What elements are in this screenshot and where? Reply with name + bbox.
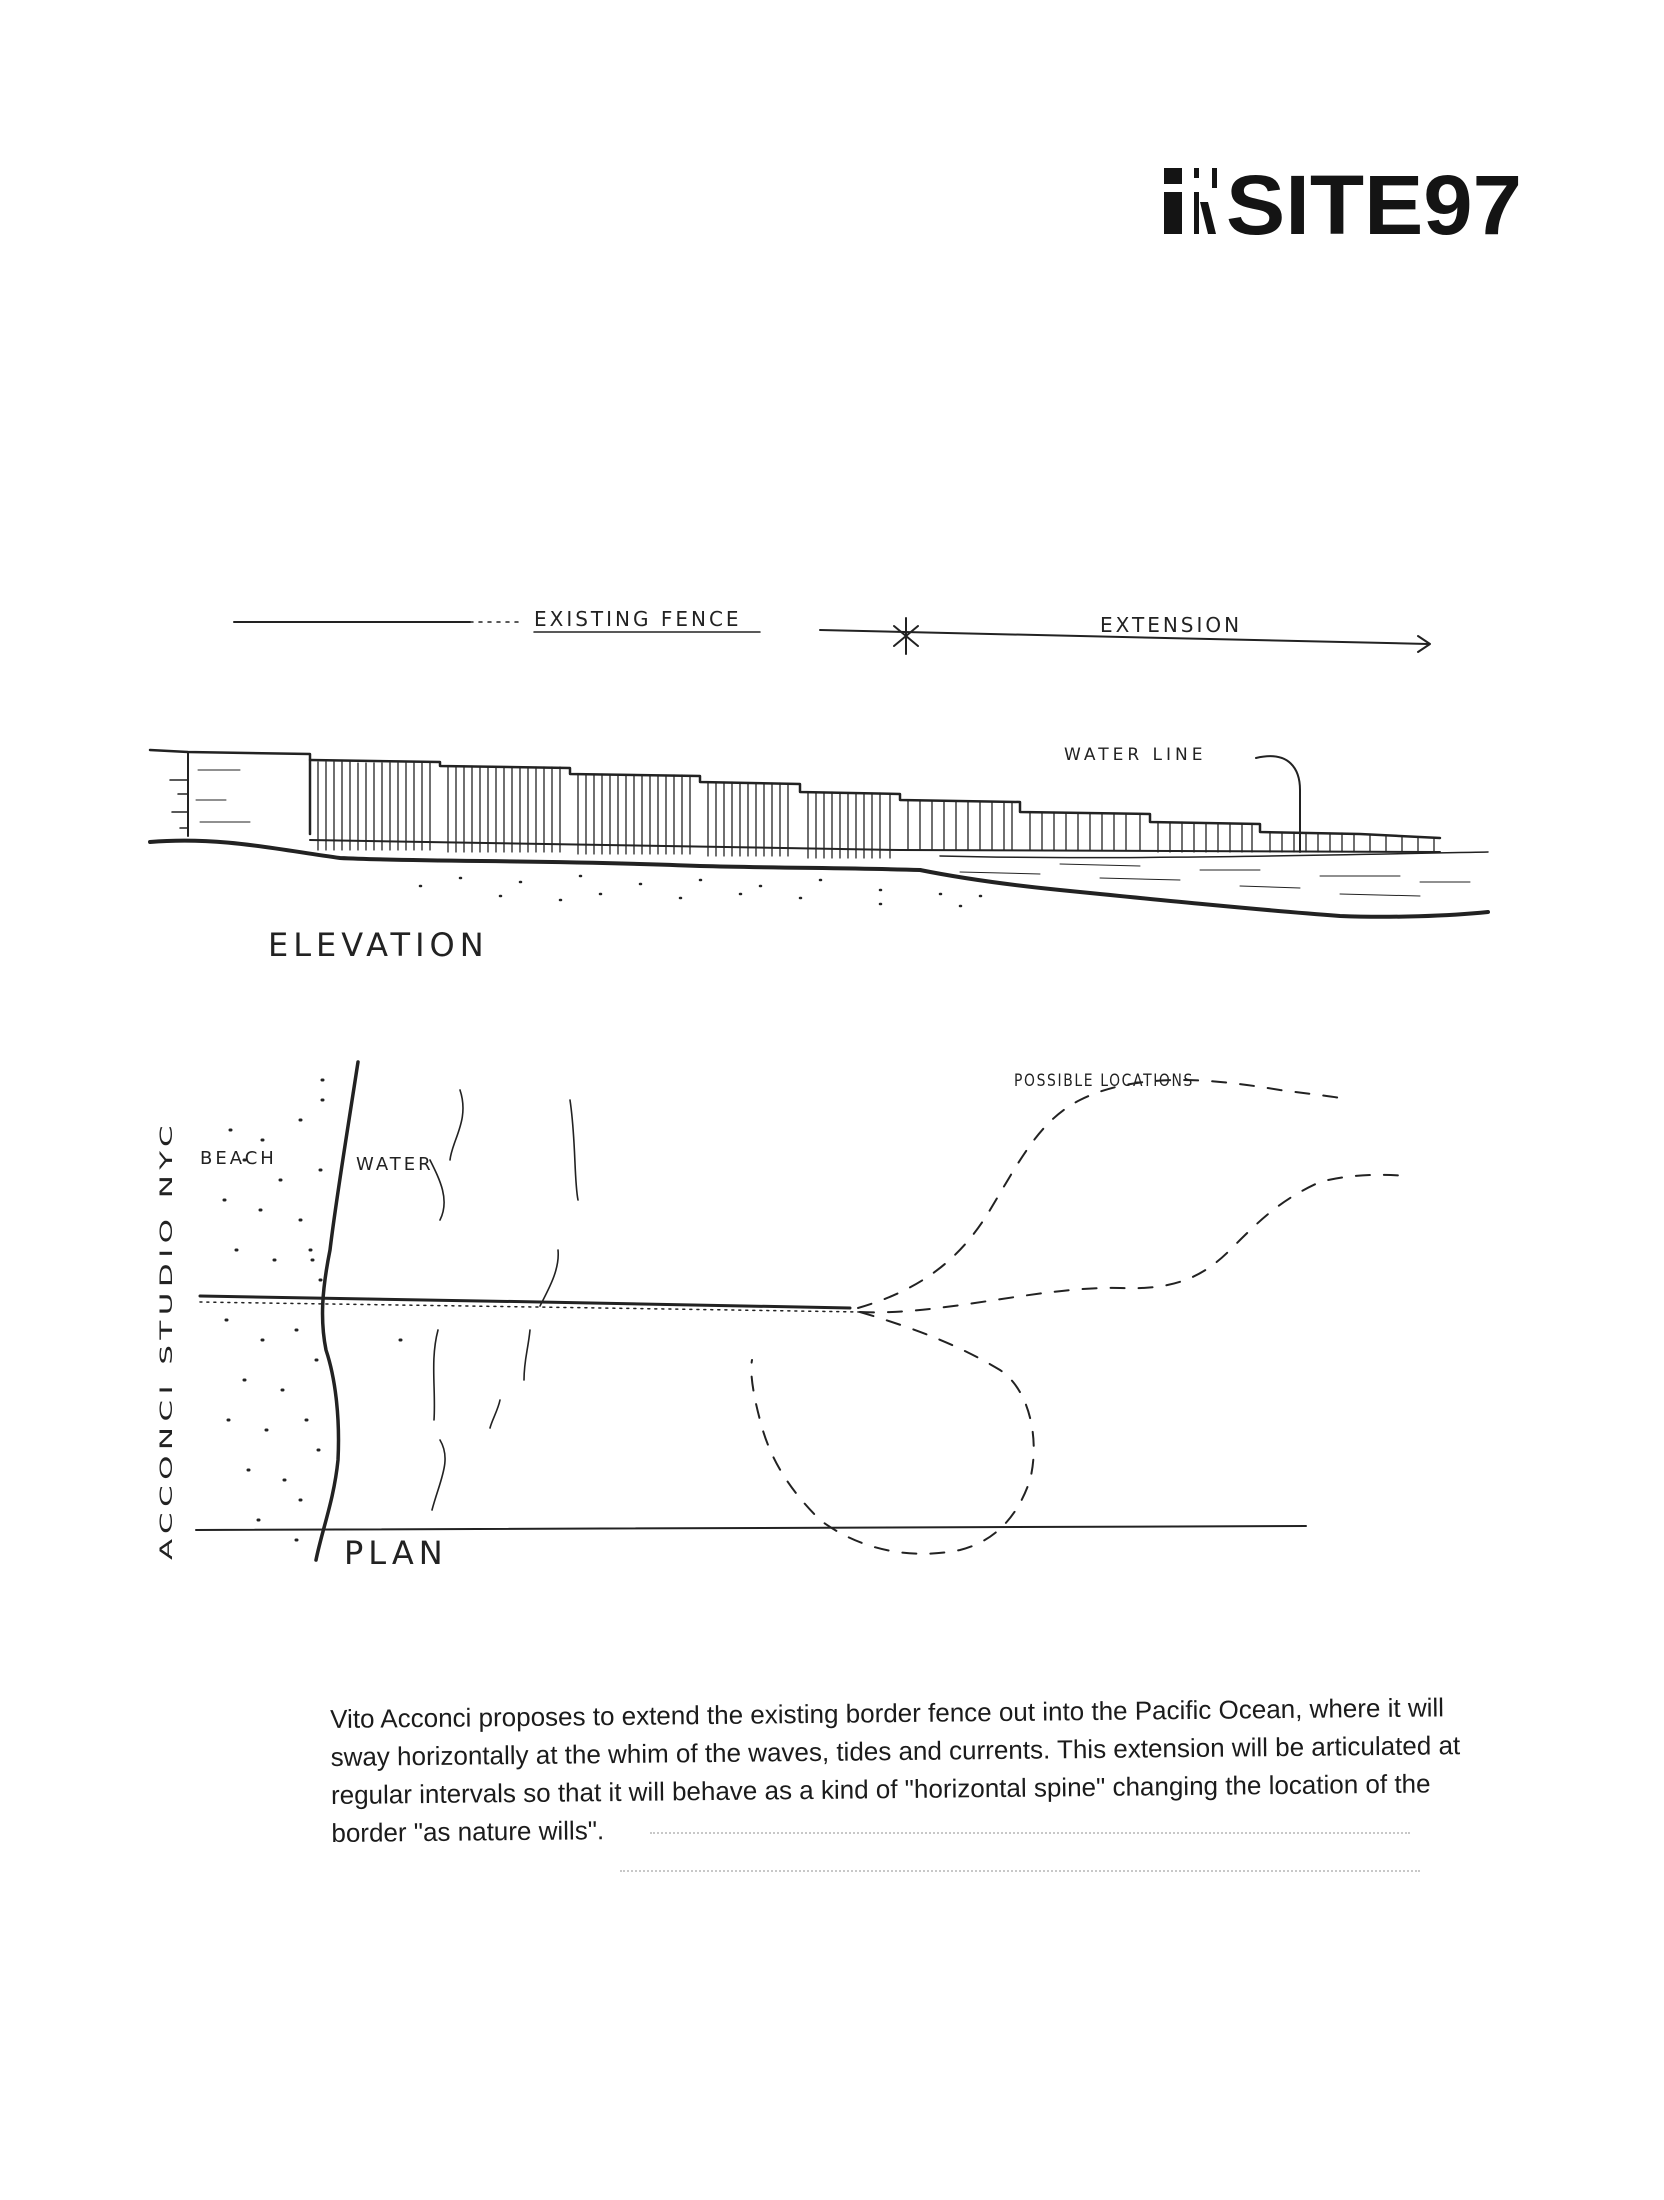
water-line-label: WATER LINE [1064,745,1207,765]
insite97-logo [1160,158,1530,238]
beach-label: BEACH [200,1148,277,1169]
water-label: WATER [356,1154,434,1175]
elevation-title: ELEVATION [268,926,489,964]
plan-drawing [196,1062,1410,1560]
fence-sketch [0,560,1664,1620]
scan-artifact [650,1832,1410,1837]
extension-label: EXTENSION [1100,613,1243,637]
studio-credit: ACCONCI STUDIO NYC [157,1317,177,1560]
possible-locations-label: POSSIBLE LOCATIONS [1014,1071,1194,1091]
elevation-drawing [150,750,1488,917]
description-caption: Vito Acconci proposes to extend the existing border fence out into the Pacific Ocean, where it will sway horizontally at the whim of the waves, tides and currents. This extension will be articulated at regular intervals so that it will behave as a kind of "horizontal spine" changing the location of the border "as nature wills". [330,1692,1461,1848]
svg-text:SITE97: SITE97 [1226,158,1522,238]
dimension-line [234,618,1430,654]
scan-artifact [620,1870,1420,1875]
plan-title: PLAN [344,1534,448,1572]
existing-fence-label: EXISTING FENCE [534,607,742,631]
